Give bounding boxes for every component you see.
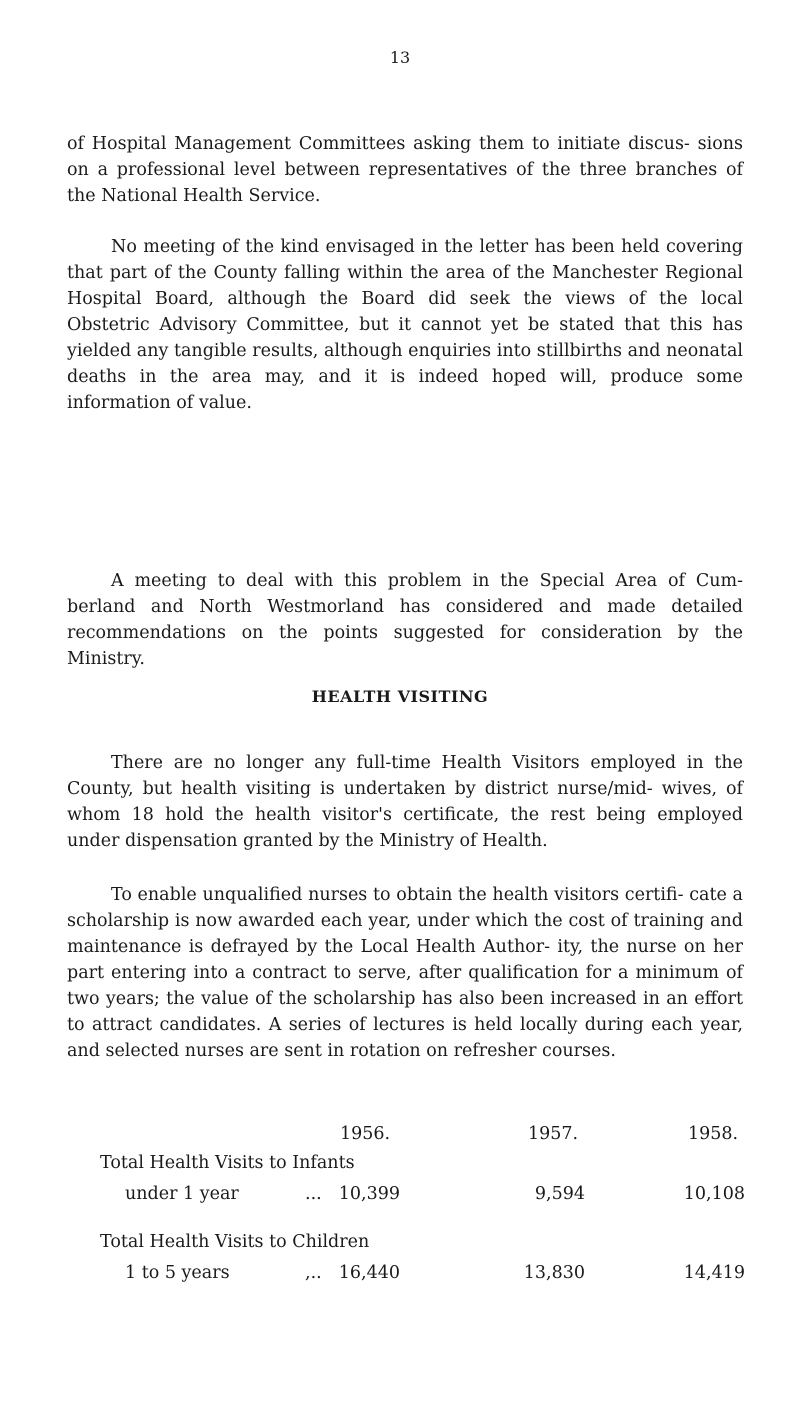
row-leader-children: ,..	[305, 1263, 322, 1283]
paragraph-health-visitors: There are no longer any full-time Health Visitors employed in the County, but health visiting is undertaken by district nurse/mid- wives, of whom 18 hold the health visitor's certificate, the rest being employed under dispensation granted by the Ministry of Health.	[67, 753, 743, 851]
cell-infants-1958: 10,108	[683, 1184, 745, 1204]
year-header-1956: 1956.	[340, 1124, 391, 1144]
cell-children-1956: 16,440	[338, 1263, 400, 1283]
page-number: 13	[389, 48, 411, 67]
year-header-1958: 1958.	[688, 1124, 739, 1144]
paragraph-scholarship: To enable unqualified nurses to obtain the health visitors certifi- cate a scholarship is now awarded each year, under which the cost of training and maintenance is defrayed by the Local Health Author- ity, the nurse on her part entering into a contract to serve, after qualification for a minimum of two years; the value of the scholarship has also been increased in an effort to attract candidates. A series of lectures is held locally during each year, and selected nurses are sent in rotation on refresher courses.	[67, 885, 743, 1061]
cell-children-1958: 14,419	[683, 1263, 745, 1283]
section-heading-health-visiting: HEALTH VISITING	[311, 687, 489, 706]
row-sublabel-infants: under 1 year	[125, 1184, 239, 1204]
cell-infants-1957: 9,594	[534, 1184, 585, 1204]
cell-children-1957: 13,830	[523, 1263, 585, 1283]
paragraph-meeting-cumberland: A meeting to deal with this problem in the Special Area of Cum- berland and North Westmorland has considered and made detailed recommendations on the points suggested for consideration by the Ministry.	[67, 571, 743, 669]
row-leader-infants: ...	[305, 1184, 322, 1204]
cell-infants-1956: 10,399	[338, 1184, 400, 1204]
year-header-1957: 1957.	[528, 1124, 579, 1144]
paragraph-meeting-manchester: No meeting of the kind envisaged in the letter has been held covering that part of the County falling within the area of the Manchester Regional Hospital Board, although the Board did seek the views of the local Obstetric Advisory Committee, but it cannot yet be stated that this has yielded any tangible results, although enquiries into stillbirths and neonatal deaths in the area may, and it is indeed hoped will, produce some information of value.	[67, 237, 743, 413]
paragraph-continuation: of Hospital Management Committees asking them to initiate discus- sions on a professional level between representatives of the three branches of the National Health Service.	[67, 134, 743, 206]
row-label-infants: Total Health Visits to Infants	[100, 1153, 355, 1173]
row-sublabel-children: 1 to 5 years	[125, 1263, 230, 1283]
row-label-children: Total Health Visits to Children	[100, 1232, 370, 1252]
